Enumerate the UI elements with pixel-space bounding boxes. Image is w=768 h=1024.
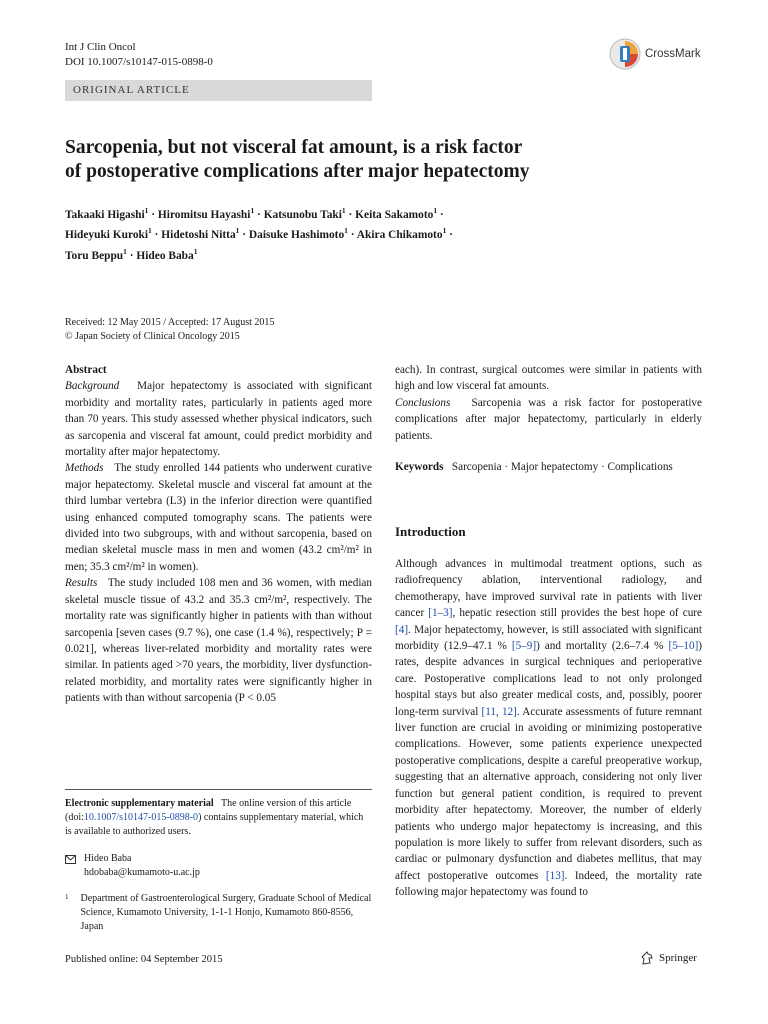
crossmark-label: CrossMark (645, 48, 701, 60)
title-line-2: of postoperative complications after major hepatectomy (65, 161, 530, 182)
copyright: © Japan Society of Clinical Oncology 2015 (65, 331, 240, 342)
article-title (65, 136, 705, 184)
abstract-heading: Abstract (65, 364, 107, 376)
abstract-left-column (65, 362, 372, 707)
corresponding-email[interactable]: hdobaba@kumamoto-u.ac.jp (84, 867, 200, 878)
journal-name: Int J Clin Oncol (65, 41, 136, 53)
intro-text: , hepatic resection still provides the best hope of cure (452, 607, 702, 620)
author-aff: 1 (235, 226, 240, 236)
received-accepted: Received: 12 May 2015 / Accepted: 17 August 2015 (65, 317, 275, 328)
ref-link[interactable]: [5–10] (668, 640, 699, 653)
intro-text: Although advances in multimodal treatment options, such as radiofrequency ablation, interventional radiology, and chemotherapy, have improved survival rate in patients with liver cancer (395, 558, 702, 620)
springer-logo (640, 951, 697, 965)
springer-horse-icon (640, 951, 654, 965)
abstract-right-column (395, 362, 702, 475)
introduction-body (395, 556, 702, 901)
intro-text: ) and mortality (2.6–7.4 % (536, 640, 664, 653)
journal-header (65, 40, 213, 70)
author-aff: 1 (344, 226, 348, 236)
esm-label: Electronic supplementary material (65, 798, 214, 809)
supplementary-note (65, 797, 372, 839)
corresponding-name: Hideo Baba (84, 853, 132, 864)
results-label: Results (65, 577, 98, 590)
author-name[interactable]: Hidetoshi Nitta (161, 229, 236, 242)
conclusions-text: Sarcopenia was a risk factor for postoperative complications after major hepatectomy, particularly in elderly patients. (395, 396, 702, 442)
ref-link[interactable]: [1–3] (428, 607, 453, 620)
author-name[interactable]: Hiromitsu Hayashi (157, 208, 251, 221)
intro-text: ) rates, despite advances in surgical techniques and perioperative care. Postoperative complications lead to not only prolonged hospital stays but also greater medical costs, and, possibly, poorer long-term survival (395, 640, 703, 718)
author-aff: 1 (250, 206, 255, 215)
affiliation-note (65, 892, 372, 934)
esm-doi-link[interactable]: 10.1007/s10147-015-0898-0 (83, 812, 199, 823)
author-name[interactable]: Katsunobu Taki (263, 208, 342, 221)
corresponding-author (65, 852, 372, 880)
publisher-name: Springer (659, 952, 697, 964)
intro-text: . Major hepatectomy, however, is still associated with significant morbidity (12.9–47.1 % (395, 623, 702, 653)
results-text: The study included 108 men and 36 women, with median skeletal muscle tissue of 43.2 and 35.3 cm²/m², respectively. The mortality rate was significantly higher in patients with than without sarcopenia [seven cases (9.7 %), one case (1.4 %), respectively; P = 0.021], whereas liver-related morbidity and mortality rates were similar. In patients aged >70 years, the morbidity, liver dysfunction-related morbidity, and mortality rates were significantly higher in patients with than without sarcopenia (P < 0.05 (65, 577, 372, 705)
abstract-results (65, 575, 372, 706)
author-aff: 1 (144, 206, 149, 215)
author-name[interactable]: Toru Beppu (65, 249, 124, 262)
crossmark-badge[interactable] (609, 38, 701, 70)
abstract-methods (65, 460, 372, 575)
keywords-text: Sarcopenia · Major hepatectomy · Complications (451, 461, 673, 474)
author-list (65, 203, 705, 264)
esm-text-end: ) contains supplementary material, which is available to authorized users. (65, 812, 364, 837)
intro-text: . Indeed, the mortality rate following major hepatectomy was found to (395, 869, 702, 899)
doi: DOI 10.1007/s10147-015-0898-0 (65, 56, 213, 68)
background-label: Background (65, 380, 120, 393)
article-type: ORIGINAL ARTICLE (73, 84, 190, 96)
author-name[interactable]: Hideyuki Kuroki (65, 229, 149, 242)
title-line-1: Sarcopenia, but not visceral fat amount, is a risk factor (65, 137, 523, 158)
author-aff: 1 (148, 226, 152, 236)
ref-link[interactable]: [5–9] (511, 640, 537, 653)
footnote-divider (65, 789, 372, 790)
results-continued: each). In contrast, surgical outcomes were similar in patients with high and low visceral fat amounts. (395, 364, 702, 393)
author-aff: 1 (442, 226, 447, 236)
author-name[interactable]: Keita Sakamoto (355, 208, 434, 221)
conclusions-label: Conclusions (395, 396, 451, 409)
author-name[interactable]: Takaaki Higashi (65, 208, 145, 221)
abstract-conclusions (395, 395, 702, 444)
methods-label: Methods (65, 462, 104, 475)
keywords (395, 459, 702, 475)
introduction-heading: Introduction (395, 524, 466, 539)
authors-line-2: Hideyuki Kuroki$^1$ · Hidetoshi Nitta$^1$ · Daisuke Hashimoto$^1$ · Akira Chikamoto$^1$ · (65, 226, 453, 242)
author-name[interactable]: Daisuke Hashimoto (248, 229, 345, 242)
author-aff: 1 (123, 246, 127, 256)
crossmark-icon (609, 38, 641, 70)
ref-link[interactable]: [4] (395, 623, 409, 636)
intro-text: . Accurate assessments of future remnant liver function are crucial in avoiding or minimizing postoperative complications. However, some patients experience unexpected postoperative complications, despite a careful preoperative workup, suggesting that an alternative approach, considering not only liver function but general patient condition, is required to prevent morbidity after hepatectomy. Moreover, the number of elderly patients who undergo major hepatectomy is increasing, and this population is more likely to suffer from relevant disorders, such as cardiac or pulmonary dysfunction and diabetes mellitus, that may affect postoperative outcomes (395, 705, 702, 882)
methods-text: The study enrolled 144 patients who underwent curative major hepatectomy. Skeletal muscle and visceral fat amount at the third lumbar vertebra (L3) in the inferior direction were quantified using enhanced computed tomography scans. The patients were divided into two subgroups, with and without sarcopenia, based on median skeletal muscle mass in men and women (43.2 cm²/m² in men; 35.3 cm²/m² in women). (65, 462, 372, 573)
author-aff: 1 (433, 206, 438, 215)
author-name[interactable]: Akira Chikamoto (356, 229, 443, 242)
article-type-band (65, 80, 372, 101)
authors-line-1: Takaaki Higashi$^1$ · Hiromitsu Hayashi$^1$ · Katsunobu Taki$^1$ · Keita Sakamoto$^1$ · (65, 206, 444, 221)
ref-link[interactable]: [11, 12] (481, 705, 517, 718)
esm-text: The online version of this article (doi: (65, 798, 352, 823)
published-date: Published online: 04 September 2015 (65, 954, 223, 965)
ref-link[interactable]: [13] (545, 869, 565, 882)
authors-line-3: Toru Beppu$^1$ · Hideo Baba$^1$ (65, 246, 198, 262)
affiliation-text: Department of Gastroenterological Surgery, Graduate School of Medical Science, Kumamoto University, 1-1-1 Honjo, Kumamoto 860-8556, Japan (80, 893, 372, 932)
author-aff: 1 (341, 206, 346, 215)
affiliation-number: 1 (65, 893, 69, 901)
keywords-label: Keywords (395, 461, 444, 474)
introduction-paragraph (395, 556, 702, 901)
author-name[interactable]: Hideo Baba (136, 249, 194, 262)
article-dates (65, 316, 274, 344)
abstract-background (65, 378, 372, 460)
author-aff: 1 (193, 246, 198, 256)
envelope-icon (65, 855, 76, 864)
background-text: Major hepatectomy is associated with significant morbidity and mortality rates, particularly in patients aged more than 70 years. This study assessed whether physical indicators, such as sarcopenia and visceral fat amount, could predict morbidity and mortality after major hepatectomy. (65, 380, 373, 459)
